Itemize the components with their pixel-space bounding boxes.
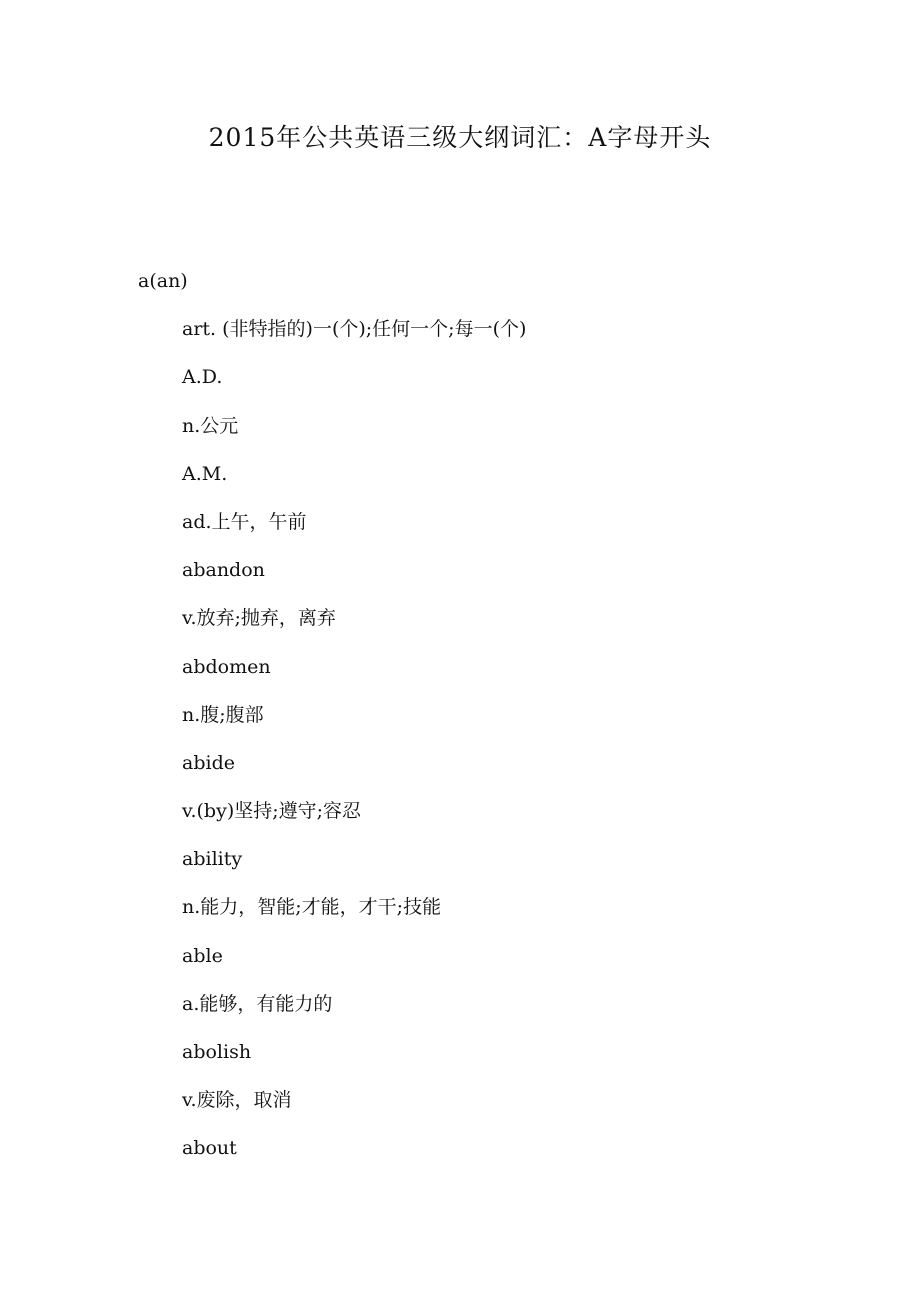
- entry-word: abandon: [182, 559, 265, 582]
- entry-definition: v.废除，取消: [182, 1089, 292, 1112]
- entry-word: abide: [182, 751, 235, 774]
- entry-definition: n.腹;腹部: [182, 703, 264, 726]
- entry-word: ability: [182, 848, 243, 871]
- entry-definition: a.能够，有能力的: [182, 992, 333, 1015]
- entry-word: A.D.: [182, 366, 223, 389]
- entry-word: abolish: [182, 1041, 252, 1063]
- document-title: 2015年公共英语三级大纲词汇：A字母开头: [208, 123, 712, 152]
- entry-definition: v.放弃;抛弃，离弃: [182, 607, 336, 630]
- entry-word: A.M.: [182, 462, 228, 485]
- entry-definition: n.公元: [182, 414, 239, 437]
- entry-word: a(an): [138, 270, 188, 292]
- entry-word: abdomen: [182, 655, 271, 678]
- entry-word: able: [182, 944, 223, 967]
- entry-definition: art. (非特指的)一(个);任何一个;每一(个): [182, 318, 527, 341]
- entry-definition: v.(by)坚持;遵守;容忍: [182, 800, 362, 823]
- entry-definition: n.能力，智能;才能，才干;技能: [182, 896, 442, 919]
- entry-definition: ad.上午，午前: [182, 510, 307, 533]
- vocabulary-list: [0, 268, 920, 1184]
- entry-word: about: [182, 1137, 237, 1160]
